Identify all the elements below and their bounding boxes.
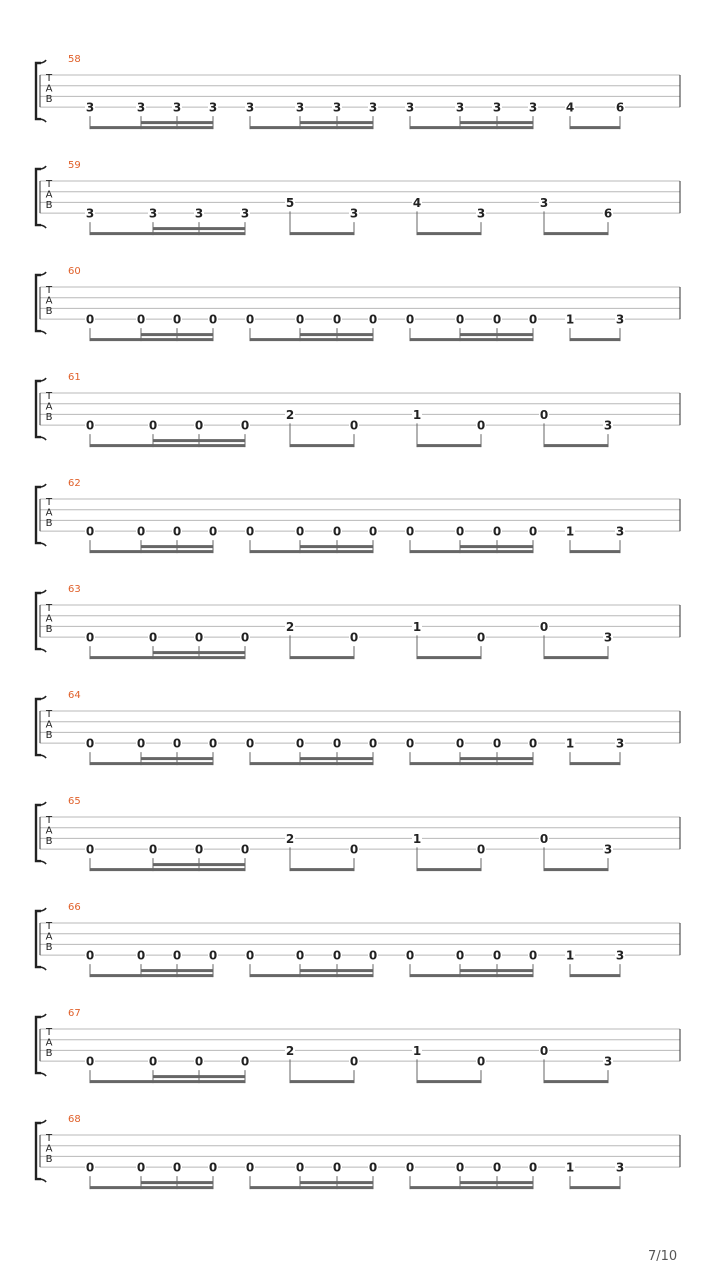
fret-number: 1: [412, 1043, 422, 1058]
page-number: 7/10: [648, 1249, 678, 1264]
tab-clef-letter: A: [45, 83, 53, 95]
fret-number: 5: [285, 195, 295, 210]
fret-number: 6: [603, 206, 613, 221]
fret-number: 0: [528, 948, 538, 963]
beam: [544, 444, 608, 447]
fret-number: 0: [405, 1160, 415, 1175]
fret-number: 3: [85, 206, 95, 221]
secondary-beam: [141, 969, 213, 972]
fret-number: 3: [240, 206, 250, 221]
beam: [410, 126, 533, 129]
fret-number: 0: [368, 948, 378, 963]
tab-clef-letter: B: [45, 624, 53, 635]
fret-number: 3: [332, 100, 342, 115]
fret-number: 0: [476, 418, 486, 433]
beam: [417, 868, 481, 871]
beam: [250, 1186, 373, 1189]
fret-number: 3: [405, 100, 415, 115]
secondary-beam: [460, 545, 533, 548]
measure-number: 63: [68, 584, 81, 595]
fret-number: 0: [455, 948, 465, 963]
fret-number: 3: [615, 1160, 625, 1175]
fret-number: 0: [245, 524, 255, 539]
fret-number: 3: [528, 100, 538, 115]
fret-number: 3: [455, 100, 465, 115]
fret-number: 0: [85, 418, 95, 433]
tab-clef-letter: T: [45, 1027, 53, 1038]
tab-clef-letter: B: [45, 518, 53, 529]
fret-number: 0: [172, 736, 182, 751]
beam: [250, 974, 373, 977]
fret-number: 1: [565, 524, 575, 539]
fret-number: 0: [194, 630, 204, 645]
secondary-beam: [153, 439, 245, 442]
fret-number: 1: [565, 312, 575, 327]
secondary-beam: [300, 757, 373, 760]
beam: [250, 126, 373, 129]
fret-number: 3: [295, 100, 305, 115]
fret-number: 3: [194, 206, 204, 221]
fret-number: 0: [405, 524, 415, 539]
fret-number: 0: [136, 948, 146, 963]
fret-number: 0: [539, 407, 549, 422]
fret-number: 0: [85, 1054, 95, 1069]
fret-number: 0: [295, 524, 305, 539]
fret-number: 0: [208, 524, 218, 539]
beam: [90, 232, 245, 235]
fret-number: 0: [528, 736, 538, 751]
tab-clef-letter: T: [45, 179, 53, 190]
fret-number: 3: [492, 100, 502, 115]
beam: [570, 126, 620, 129]
secondary-beam: [300, 121, 373, 124]
fret-number: 3: [539, 195, 549, 210]
fret-number: 0: [368, 312, 378, 327]
fret-number: 0: [136, 524, 146, 539]
fret-number: 3: [349, 206, 359, 221]
fret-number: 1: [565, 736, 575, 751]
beam: [90, 868, 245, 871]
fret-number: 0: [245, 1160, 255, 1175]
fret-number: 0: [148, 418, 158, 433]
fret-number: 0: [405, 948, 415, 963]
tab-clef-letter: T: [45, 709, 53, 720]
fret-number: 4: [412, 195, 422, 210]
fret-number: 0: [245, 948, 255, 963]
secondary-beam: [460, 969, 533, 972]
tab-clef-letter: T: [45, 73, 53, 84]
beam: [250, 338, 373, 341]
fret-number: 3: [476, 206, 486, 221]
fret-number: 0: [332, 1160, 342, 1175]
fret-number: 2: [285, 407, 295, 422]
secondary-beam: [141, 121, 213, 124]
beam: [570, 762, 620, 765]
fret-number: 0: [349, 630, 359, 645]
secondary-beam: [300, 1181, 373, 1184]
measure-number: 61: [68, 372, 81, 383]
beam: [410, 550, 533, 553]
fret-number: 0: [295, 312, 305, 327]
beam: [410, 974, 533, 977]
fret-number: 0: [492, 524, 502, 539]
beam: [90, 338, 213, 341]
fret-number: 0: [528, 312, 538, 327]
fret-number: 3: [615, 312, 625, 327]
fret-number: 2: [285, 1043, 295, 1058]
beam: [290, 1080, 354, 1083]
fret-number: 0: [85, 736, 95, 751]
tab-clef-letter: A: [45, 1143, 53, 1155]
measure-number: 68: [68, 1114, 81, 1125]
fret-number: 3: [172, 100, 182, 115]
fret-number: 0: [295, 736, 305, 751]
fret-number: 0: [172, 312, 182, 327]
secondary-beam: [460, 121, 533, 124]
beam: [410, 338, 533, 341]
beam: [90, 656, 245, 659]
fret-number: 0: [455, 736, 465, 751]
beam: [90, 444, 245, 447]
fret-number: 0: [208, 312, 218, 327]
fret-number: 0: [295, 948, 305, 963]
beam: [417, 656, 481, 659]
fret-number: 1: [412, 619, 422, 634]
beam: [90, 762, 213, 765]
beam: [290, 656, 354, 659]
fret-number: 0: [85, 842, 95, 857]
fret-number: 0: [539, 1043, 549, 1058]
measure-number: 59: [68, 160, 81, 171]
fret-number: 0: [208, 1160, 218, 1175]
tab-clef-letter: T: [45, 1133, 53, 1144]
tab-clef-letter: B: [45, 412, 53, 423]
fret-number: 3: [603, 842, 613, 857]
fret-number: 0: [85, 1160, 95, 1175]
measure-number: 62: [68, 478, 81, 489]
measure-number: 65: [68, 796, 81, 807]
fret-number: 2: [285, 831, 295, 846]
fret-number: 3: [615, 736, 625, 751]
beam: [417, 232, 481, 235]
tab-clef-letter: B: [45, 306, 53, 317]
fret-number: 3: [603, 1054, 613, 1069]
secondary-beam: [153, 651, 245, 654]
tab-clef-letter: T: [45, 921, 53, 932]
tab-clef-letter: B: [45, 1154, 53, 1165]
fret-number: 0: [240, 418, 250, 433]
beam: [250, 762, 373, 765]
fret-number: 1: [565, 948, 575, 963]
fret-number: 0: [528, 524, 538, 539]
fret-number: 0: [136, 736, 146, 751]
tab-clef-letter: T: [45, 497, 53, 508]
tab-clef-letter: B: [45, 836, 53, 847]
secondary-beam: [460, 333, 533, 336]
fret-number: 0: [528, 1160, 538, 1175]
beam: [90, 974, 213, 977]
fret-number: 0: [332, 948, 342, 963]
fret-number: 0: [295, 1160, 305, 1175]
fret-number: 0: [492, 1160, 502, 1175]
beam: [290, 232, 354, 235]
secondary-beam: [153, 863, 245, 866]
beam: [90, 550, 213, 553]
fret-number: 0: [240, 630, 250, 645]
fret-number: 0: [492, 736, 502, 751]
fret-number: 0: [136, 1160, 146, 1175]
tab-clef-letter: A: [45, 189, 53, 201]
fret-number: 2: [285, 619, 295, 634]
fret-number: 0: [194, 1054, 204, 1069]
fret-number: 3: [245, 100, 255, 115]
secondary-beam: [300, 969, 373, 972]
fret-number: 0: [172, 948, 182, 963]
fret-number: 0: [172, 1160, 182, 1175]
tab-clef-letter: T: [45, 815, 53, 826]
beam: [417, 444, 481, 447]
beam: [290, 444, 354, 447]
fret-number: 0: [240, 842, 250, 857]
beam: [410, 762, 533, 765]
beam: [570, 338, 620, 341]
secondary-beam: [300, 545, 373, 548]
beam: [544, 232, 608, 235]
fret-number: 0: [245, 736, 255, 751]
tab-clef-letter: A: [45, 613, 53, 625]
beam: [570, 1186, 620, 1189]
fret-number: 0: [539, 831, 549, 846]
fret-number: 0: [476, 842, 486, 857]
tab-clef-letter: B: [45, 730, 53, 741]
tab-clef-letter: A: [45, 719, 53, 731]
secondary-beam: [141, 1181, 213, 1184]
fret-number: 0: [332, 524, 342, 539]
tab-clef-letter: B: [45, 1048, 53, 1059]
fret-number: 0: [240, 1054, 250, 1069]
beam: [250, 550, 373, 553]
fret-number: 0: [85, 312, 95, 327]
beam: [90, 1186, 213, 1189]
fret-number: 3: [208, 100, 218, 115]
fret-number: 0: [405, 312, 415, 327]
fret-number: 3: [603, 630, 613, 645]
tab-clef-letter: A: [45, 825, 53, 837]
fret-number: 1: [412, 407, 422, 422]
fret-number: 0: [492, 312, 502, 327]
tab-clef-letter: A: [45, 295, 53, 307]
fret-number: 0: [136, 312, 146, 327]
fret-number: 0: [349, 842, 359, 857]
fret-number: 0: [405, 736, 415, 751]
tab-clef-letter: A: [45, 507, 53, 519]
fret-number: 0: [492, 948, 502, 963]
tab-clef-letter: T: [45, 391, 53, 402]
beam: [290, 868, 354, 871]
tab-clef-letter: T: [45, 285, 53, 296]
tab-clef-letter: A: [45, 1037, 53, 1049]
fret-number: 0: [455, 524, 465, 539]
fret-number: 0: [148, 630, 158, 645]
fret-number: 0: [476, 630, 486, 645]
beam: [417, 1080, 481, 1083]
tab-clef-letter: A: [45, 401, 53, 413]
fret-number: 3: [603, 418, 613, 433]
beam: [544, 868, 608, 871]
measure-number: 66: [68, 902, 81, 913]
secondary-beam: [300, 333, 373, 336]
fret-number: 0: [368, 736, 378, 751]
beam: [90, 1080, 245, 1083]
fret-number: 0: [245, 312, 255, 327]
fret-number: 3: [85, 100, 95, 115]
beam: [570, 974, 620, 977]
fret-number: 0: [208, 948, 218, 963]
fret-number: 0: [208, 736, 218, 751]
measure-number: 58: [68, 54, 81, 65]
fret-number: 0: [148, 1054, 158, 1069]
fret-number: 0: [368, 524, 378, 539]
fret-number: 1: [412, 831, 422, 846]
tab-clef-letter: B: [45, 200, 53, 211]
beam: [570, 550, 620, 553]
fret-number: 4: [565, 100, 575, 115]
beam: [90, 126, 213, 129]
fret-number: 0: [172, 524, 182, 539]
fret-number: 3: [148, 206, 158, 221]
secondary-beam: [460, 1181, 533, 1184]
fret-number: 0: [349, 418, 359, 433]
beam: [410, 1186, 533, 1189]
secondary-beam: [153, 1075, 245, 1078]
tab-clef-letter: B: [45, 94, 53, 105]
fret-number: 0: [455, 1160, 465, 1175]
secondary-beam: [141, 757, 213, 760]
fret-number: 0: [148, 842, 158, 857]
fret-number: 0: [349, 1054, 359, 1069]
fret-number: 6: [615, 100, 625, 115]
secondary-beam: [141, 545, 213, 548]
measure-number: 60: [68, 266, 81, 277]
fret-number: 0: [85, 630, 95, 645]
fret-number: 0: [332, 736, 342, 751]
secondary-beam: [153, 227, 245, 230]
measure-number: 67: [68, 1008, 81, 1019]
fret-number: 3: [368, 100, 378, 115]
fret-number: 0: [539, 619, 549, 634]
fret-number: 3: [615, 524, 625, 539]
fret-number: 0: [85, 948, 95, 963]
measure-number: 64: [68, 690, 81, 701]
secondary-beam: [141, 333, 213, 336]
secondary-beam: [460, 757, 533, 760]
fret-number: 0: [368, 1160, 378, 1175]
fret-number: 3: [615, 948, 625, 963]
tab-clef-letter: B: [45, 942, 53, 953]
fret-number: 0: [476, 1054, 486, 1069]
fret-number: 3: [136, 100, 146, 115]
beam: [544, 1080, 608, 1083]
beam: [544, 656, 608, 659]
fret-number: 0: [455, 312, 465, 327]
fret-number: 0: [332, 312, 342, 327]
fret-number: 0: [194, 842, 204, 857]
fret-number: 1: [565, 1160, 575, 1175]
tab-clef-letter: A: [45, 931, 53, 943]
fret-number: 0: [85, 524, 95, 539]
tab-clef-letter: T: [45, 603, 53, 614]
fret-number: 0: [194, 418, 204, 433]
